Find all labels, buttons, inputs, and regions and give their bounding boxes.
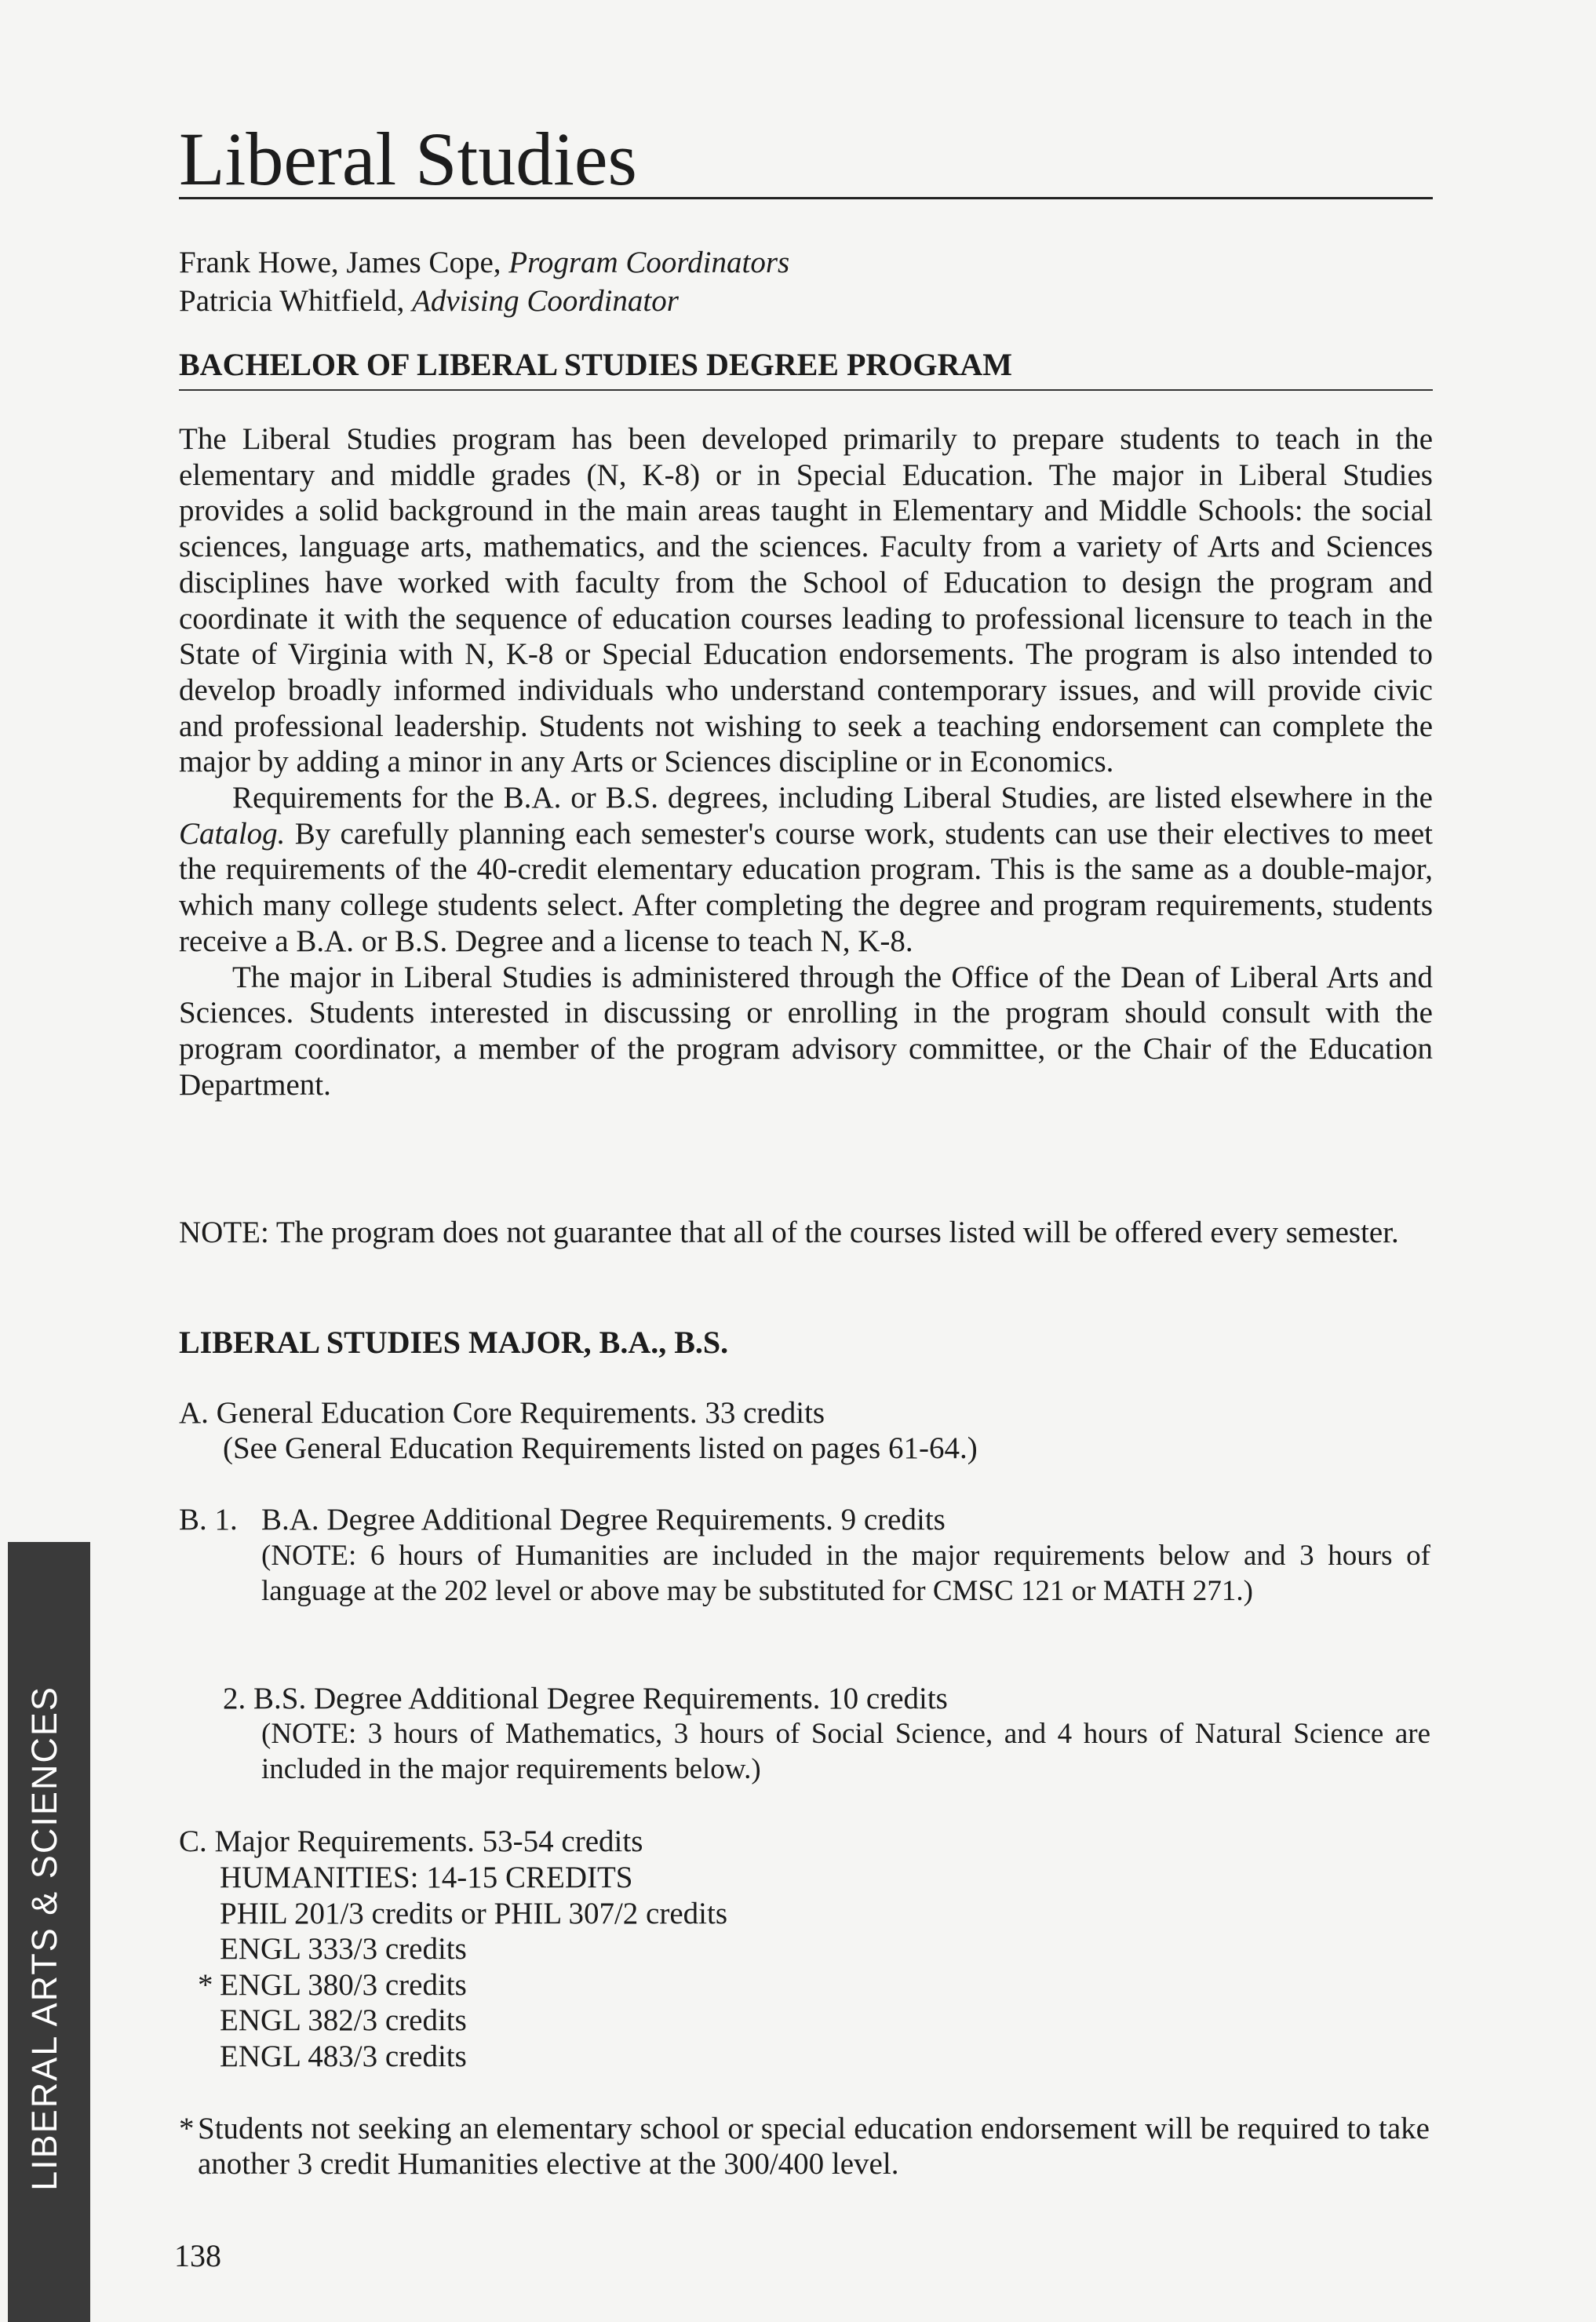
- list-item: [179, 2003, 727, 2039]
- description-paragraph-2: [179, 780, 1433, 960]
- program-heading-rule: [179, 389, 1433, 391]
- requirement-a-title: A. General Education Core Requirements. 33 credits: [179, 1396, 825, 1430]
- requirement-b2-note: (NOTE: 3 hours of Mathematics, 3 hours of Social Science, and 4 hours of Natural Science are included in the major requirements below.): [261, 1718, 1430, 1785]
- program-heading: BACHELOR OF LIBERAL STUDIES DEGREE PROGRAM: [179, 347, 1013, 382]
- section-side-tab-label: LIBERAL ARTS & SCIENCES: [24, 1686, 64, 2191]
- requirement-a-note: (See General Education Requirements listed on pages 61-64.): [223, 1431, 978, 1465]
- requirement-b2-title: 2. B.S. Degree Additional Degree Requirements. 10 credits: [223, 1682, 948, 1715]
- list-item: [179, 1967, 727, 2003]
- page-number: 138: [174, 2238, 221, 2273]
- catalog-italic: Catalog.: [179, 816, 286, 851]
- course-text: ENGL 380/3 credits: [220, 1967, 467, 2002]
- advising-coordinator-role: Advising Coordinator: [412, 284, 679, 318]
- advising-coordinator-name: Patricia Whitfield,: [179, 284, 413, 318]
- humanities-course-list: [179, 1860, 727, 2075]
- course-text: ENGL 382/3 credits: [220, 2003, 467, 2038]
- list-item: [179, 1931, 727, 1967]
- program-coordinators-line: [179, 243, 789, 282]
- advising-coordinator-line: [179, 282, 789, 320]
- paragraph-2-before: Requirements for the B.A. or B.S. degrees, including Liberal Studies, are listed elsewhere in the: [232, 781, 1433, 815]
- asterisk-marker: *: [198, 1967, 213, 2002]
- requirement-b1-note: (NOTE: 6 hours of Humanities are included in the major requirements below and 3 hours of language at the 202 level or above may be substituted for CMSC 121 or MATH 271.): [261, 1540, 1430, 1607]
- requirement-b1-title: B.A. Degree Additional Degree Requirements. 9 credits: [261, 1503, 946, 1536]
- course-text: HUMANITIES: 14-15 CREDITS: [220, 1861, 633, 1894]
- list-item: [179, 1860, 727, 1896]
- footnote-asterisk: *: [179, 2112, 195, 2145]
- description-paragraph-3: The major in Liberal Studies is administered through the Office of the Dean of Liberal Arts and Sciences. Students interested in discussing or enrolling in the program should consult with the program coordinator, a member of the program advisory committee, or the Chair of the Education Department.: [179, 960, 1433, 1102]
- course-text: ENGL 483/3 credits: [220, 2039, 467, 2073]
- list-item: [179, 1896, 727, 1932]
- humanities-footnote: [179, 2111, 1430, 2182]
- requirement-b-label: B. 1.: [179, 1503, 238, 1536]
- program-description: [179, 421, 1433, 1103]
- coordinators-block: [179, 243, 789, 320]
- paragraph-2-after: By carefully planning each semester's course work, students can use their electives to meet the requirements of the 40-credit elementary education program. This is the same as a double-major, which many college students select. After completing the degree and program requirements, students receive a B.A. or B.S. Degree and a license to teach N, K-8.: [179, 816, 1433, 958]
- schedule-note: NOTE: The program does not guarantee that all of the courses listed will be offered every semester.: [179, 1216, 1399, 1249]
- requirement-c-title: C. Major Requirements. 53-54 credits: [179, 1824, 643, 1858]
- course-text: PHIL 201/3 credits or PHIL 307/2 credits: [220, 1896, 728, 1930]
- title-rule: [179, 197, 1433, 199]
- footnote-text: Students not seeking an elementary school or special education endorsement will be required to take another 3 credit Humanities elective at the 300/400 level.: [198, 2112, 1430, 2181]
- major-heading: LIBERAL STUDIES MAJOR, B.A., B.S.: [179, 1325, 729, 1360]
- program-coordinator-names: Frank Howe, James Cope,: [179, 246, 509, 279]
- course-text: ENGL 333/3 credits: [220, 1932, 467, 1967]
- list-item: [179, 2039, 727, 2075]
- page-title: Liberal Studies: [179, 117, 637, 201]
- description-paragraph-1: The Liberal Studies program has been developed primarily to prepare students to teach in the elementary and middle grades (N, K-8) or in Special Education. The major in Liberal Studies provides a solid background in the main areas taught in Elementary and Middle Schools: the social sciences, language arts, mathematics, and the sciences. Faculty from a variety of Arts and Sciences disciplines have worked with faculty from the School of Education to design the program and coordinate it with the sequence of education courses leading to professional licensure to teach in the State of Virginia with N, K-8 or Special Education endorsements. The program is also intended to develop broadly informed individuals who understand contemporary issues, and will provide civic and professional leadership. Students not wishing to seek a teaching endorsement can complete the major by adding a minor in any Arts or Sciences discipline or in Economics.: [179, 422, 1433, 779]
- program-coordinator-role: Program Coordinators: [508, 246, 790, 279]
